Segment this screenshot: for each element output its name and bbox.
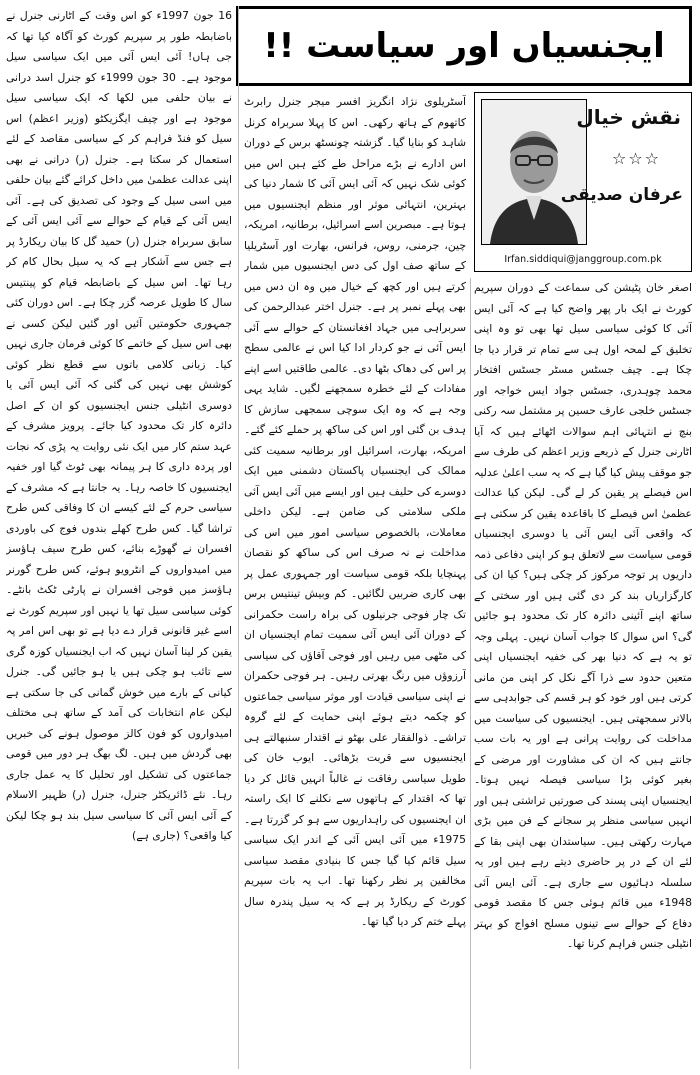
body-text-middle: آسٹریلوی نژاد انگریز افسر میجر جنرل رابرٹ کاتھوم کے ہاتھ رکھی۔ اس کا پہلا سربراہ کرنل شاہد کو بنایا گیا۔ گزشتہ چونسٹھ برس کے دوران اس ادارے نے بڑے مراحل طے کئے ہیں اس میں کوئی شک نہیں کہ آئی ایس آئی کا شمار دنیا کی بہترین، انتہائی موثر اور منظم ایجنسیوں میں ہوتا ہے۔ مبصرین اسے اسرائیل، برطانیہ، امریکہ، چین، جرمنی، روس، فرانس، بھارت اور آسٹریلیا کے ساتھ صف اول کی دس ایجنسیوں میں شمار کرتے ہیں اور کچھ کے خیال میں وہ ان دس میں بھی پہلے نمبر پر ہے۔ جنرل اختر عبدالرحمن کی سربراہی میں جہاد افغانستان کے حوالے سے آئی ایس آئی نے جو کردار ادا کیا اس نے عالمی سطح پر اس کی دھاک بٹھا دی۔ عالمی طاقتیں اسے اپنے مفادات کے لئے خطرہ سمجھنے لگیں۔ شاید یہی وجہ ہے کہ وہ ایک سوچی سمجھی سازش کا ہدف بن گئی اور اس کی ساکھ پر حملے کئے گئے۔ امریکہ، بھارت، اسرائیل اور برطانیہ سمیت کئی ممالک کی ایجنسیاں پاکستان دشمنی میں ایک دوسرے کی حلیف ہیں اور ایسے میں آئی ایس آئی ملکی سلامتی کی ضامن ہے۔ لیکن داخلی معاملات، بالخصوص سیاسی امور میں اس کی مداخلت نے نہ صرف اس کی ساکھ کو نقصان پہنچایا بلکہ قومی سیاست اور جمہوری عمل پر بھی کاری ضربیں لگائیں۔ کم وبیش تینتیس برس تک چار فوجی جرنیلوں کی براہ راست حکمرانی کے دوران آئی ایس آئی سمیت تمام ایجنسیاں ان کی مٹھی میں رہیں اور فوجی آقاؤں کی سیاسی آرزوؤں میں رنگ بھرتی رہیں۔ ہر فوجی حکمران نے اپنی سیاسی قیادت اور موثر سیاسی جماعتوں کو چکمہ دیتے ہوئے اپنی حمایت کے لئے گروہ تراشے۔ ذوالفقار علی بھٹو نے اقتدار سنبھالتے ہی ایجنسیوں سے قربت بڑھائی۔ ایوب خان کی طویل سیاسی رفاقت نے غالباً انہیں قائل کر دیا تھا کہ اقتدار کے ہاتھوں سے نکلنے کا ایک راستہ ان ایجنسیوں کی راہداریوں سے ہو کر گزرتا ہے۔ 1975ء میں آئی ایس آئی کے اندر ایک سیاسی سیل قائم کیا گیا جس کا بنیادی مقصد سیاسی مخالفین پر نظر رکھنا تھا۔ اب یہ بات سپریم کورٹ کے ریکارڈ پر ہے کہ یہ سیل پندرہ سال پہلے ختم کر دیا گیا تھا۔ <box>244 95 466 928</box>
text-column-left <box>6 6 232 1068</box>
headline: ایجنسیاں اور سیاست !! <box>263 26 665 66</box>
body-text-left: 16 جون 1997ء کو اس وقت کے اٹارنی جنرل نے باضابطہ طور پر سپریم کورٹ کو آگاہ کیا تھا کہ جی ہاں! آئی ایس آئی میں ایک سیاسی سیل موجود ہے۔ 30 جون 1999ء کو جنرل اسد درانی نے بیان حلفی میں لکھا کہ ایک سیاسی سیل موجود ہے اور چیف ایگزیکٹو (وزیر اعظم) اس سیل کو فنڈ فراہم کر کے سیاسی مقاصد کے لئے استعمال کر سکتا ہے۔ جنرل (ر) درانی نے بھی اپنی عدالت عظمیٰ میں داخل کرائے گئے بیان حلفی میں اسی سیل کے وجود کی تصدیق کی ہے۔ آئی ایس آئی کے قیام کے حوالے سے آئی ایس آئی کے سابق سربراہ جنرل (ر) حمید گل کا بیان ریکارڈ پر ہے جس سے آشکار ہے کہ یہ سیل بحال کام کر رہا تھا۔ اس سیل کے باضابطہ قیام کو پینتیس سال کا طویل عرصہ گزر چکا ہے۔ اس دوران کئی جمہوری حکومتیں آئیں اور گئیں لیکن کسی نے بھی اس سیل کے خاتمے کا کوئی فرمان جاری نہیں کیا۔ زبانی کلامی باتوں سے قطع نظر کوئی کوشش بھی نہیں کی گئی کہ آئی ایس آئی یا دوسری انٹیلی جنس ایجنسیوں کو ان کے اصل دائرہ کار تک محدود کیا جائے۔ پرویز مشرف کے عہد ستم کار میں ایک نئی روایت یہ پڑی کہ نجات اور پردہ داری کا ہر پیمانہ بھی ٹوٹ گیا اور خفیہ ایجنسیوں کا خاصہ رہا۔ یہ جانتا ہے کہ مشرف کے سیاسی حرم کے لئے کیسے ان کا وفاقی کس طرح تراشا گیا۔ کس طرح کھلے بندوں فوج کی باوردی افسران نے گھوڑے بنائے، کس طرح سیف ہاؤسز میں امیدواروں کے انٹرویو ہوئے، کس طرح گورنر ہاؤسز میں فوجی افسران نے پارٹی ٹکٹ بانٹے۔ کوئی سیاسی سیل تھا یا نہیں اور سپریم کورٹ نے اسے غیر قانونی قرار دے دیا ہے تو بھی اس امر پہ یقین کر لینا آسان نہیں کہ اب ایجنسیاں کوزہ گری سے تائب ہو چکی ہیں یا ہو جائیں گی۔ جنرل کیانی کے بارے میں خوش گمانی کی جا سکتی ہے لیکن عام انتخابات کی آمد کے ساتھ ہی مختلف امیدواروں کو فون کالز موصول ہونے کی خبریں بھی گردش میں ہیں۔ لگ بھگ ہر دور میں قومی جماعتوں کی تشکیل اور تحلیل کا یہ عمل جاری رہا۔ نئے ڈائریکٹر جنرل، جنرل (ر) ظہیر الاسلام کے آئی ایس آئی کا سیاسی سیل بند ہو چکا لیکن کیا واقعی؟ (جاری ہے) <box>6 9 232 842</box>
text-column-right <box>474 278 692 1068</box>
column-divider <box>470 278 471 1069</box>
author-photo <box>481 99 587 245</box>
body-text-right: اصغر خان پٹیشن کی سماعت کے دوران سپریم کورٹ نے ایک بار پھر واضح کیا ہے کہ آئی ایس آئی کا کوئی سیاسی سیل تھا بھی تو وہ اپنی تخلیق کے لمحہ اول ہی سے تمام تر قرار دیا جا چکا ہے۔ چیف جسٹس مسٹر جسٹس افتخار محمد چوہدری، جسٹس جواد ایس خواجہ اور جسٹس خلجی عارف حسین پر مشتمل سہ رکنی بنچ نے انتہائی اہم سوالات اٹھائے ہیں کہ آیا اٹارنی جنرل کے ذریعے وزیر اعظم کی طرف سے جو موقف پیش کیا گیا ہے کہ یہ سب اعلیٰ عدلیہ اس فیصلے پر یقین کر لے گی۔ لیکن کیا عدالت عظمیٰ اس فیصلے کا باقاعدہ یقین کر سکتی ہے کہ واقعی آئی ایس آئی یا دوسری ایجنسیاں قومی سیاست سے لاتعلق ہو کر اپنی دفاعی ذمہ داریوں پر توجہ مرکوز کر چکی ہیں؟ کیا ان کی کارگزاریاں بند کر دی گئی ہیں اور سختی کے ساتھ اپنے آئینی دائرہ کار تک محدود ہو جائیں گی؟ اس سوال کا جواب آسان نہیں۔ پہلی وجہ تو یہ ہے کہ دنیا بھر کی خفیہ ایجنسیاں اپنی متعین حدود سے ذرا آگے نکل کر اپنی من مانی کرتی ہیں اور خود کو ہر قسم کی جوابدہی سے بالاتر سمجھتی ہیں۔ ایجنسیوں کی سیاست میں مداخلت کی روایت پرانی ہے اور یہ بات سب جانتے ہیں کہ ان کی مشاورت اور مرضی کے بغیر کوئی بڑا سیاسی فیصلہ نہیں ہوتا۔ ایجنسیاں اپنی پسند کی صورتیں تراشتی ہیں اور انہیں سیاسی منظر پر سجانے کے فن میں بڑی مہارت رکھتی ہیں۔ سیاستدان بھی اپنی بقا کے لئے ان کے در پر حاضری دیتے رہے ہیں اور یہ سلسلہ دہائیوں سے جاری ہے۔ آئی ایس آئی 1948ء میں قائم ہوئی جس کا مقصد قومی دفاع کے حوالے سے تینوں مسلح افواج کو بہتر انٹیلی جنس فراہم کرنا تھا۔ <box>474 281 692 950</box>
byline-box <box>474 92 692 272</box>
column-name: نقش خیال <box>576 105 681 129</box>
text-column-middle <box>244 92 466 1068</box>
author-portrait-image <box>482 100 586 244</box>
author-email: Irfan.siddiqui@janggroup.com.pk <box>504 254 662 265</box>
rating-stars: ☆☆☆ <box>611 149 661 168</box>
headline-box <box>236 6 692 86</box>
author-name: عرفان صدیقی <box>560 185 683 205</box>
column-divider <box>238 6 239 1069</box>
